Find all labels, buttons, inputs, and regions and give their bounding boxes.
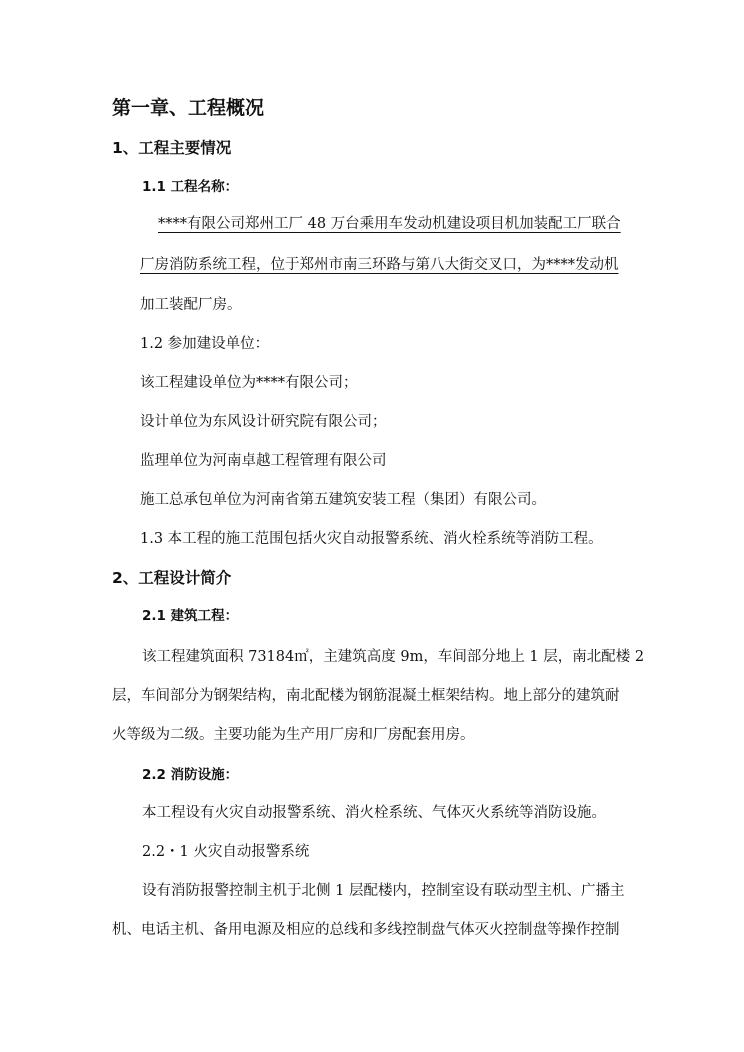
section-2-1-heading: 2.1 建筑工程： bbox=[142, 608, 239, 624]
chapter-title: 第一章、工程概况 bbox=[112, 97, 265, 119]
paragraph-line: 层，车间部分为钢架结构，南北配楼为钢筋混凝土框架结构。地上部分的建筑耐 bbox=[112, 688, 620, 704]
paragraph-line: 加工装配厂房。 bbox=[140, 297, 242, 313]
section-2-heading: 2、工程设计简介 bbox=[112, 569, 232, 587]
paragraph-line: ****有限公司郑州工厂 48 万台乘用车发动机建设项目机加装配工厂联合 bbox=[158, 216, 621, 232]
paragraph-line: 本工程设有火灾自动报警系统、消火栓系统、气体灭火系统等消防设施。 bbox=[142, 805, 606, 821]
paragraph-line: 机、电话主机、备用电源及相应的总线和多线控制盘气体灭火控制盘等操作控制 bbox=[112, 922, 620, 938]
paragraph-line: 设计单位为东风设计研究院有限公司； bbox=[140, 414, 387, 430]
section-1-heading: 1、工程主要情况 bbox=[112, 139, 232, 157]
paragraph-line: 监理单位为河南卓越工程管理有限公司 bbox=[140, 453, 387, 469]
paragraph-line: 该工程建设单位为****有限公司； bbox=[140, 375, 358, 391]
section-1-1-heading: 1.1 工程名称： bbox=[142, 179, 239, 195]
paragraph-line: 该工程建筑面积 73184㎡，主建筑高度 9m，车间部分地上 1 层，南北配楼 2 bbox=[142, 649, 645, 665]
paragraph-line: 设有消防报警控制主机于北侧 1 层配楼内，控制室设有联动型主机、广播主 bbox=[142, 883, 625, 899]
paragraph-line: 火等级为二级。主要功能为生产用厂房和厂房配套用房。 bbox=[112, 727, 475, 743]
section-1-3-text: 1.3 本工程的施工范围包括火灾自动报警系统、消火栓系统等消防工程。 bbox=[140, 531, 603, 547]
section-2-2-heading: 2.2 消防设施： bbox=[142, 767, 239, 783]
paragraph-line: 厂房消防系统工程，位于郑州市南三环路与第八大街交叉口，为****发动机 bbox=[140, 257, 619, 273]
section-1-2-heading: 1.2 参加建设单位： bbox=[140, 336, 270, 352]
section-2-2-1-heading: 2.2・1 火灾自动报警系统 bbox=[142, 844, 310, 860]
paragraph-line: 施工总承包单位为河南省第五建筑安装工程（集团）有限公司。 bbox=[140, 492, 546, 508]
